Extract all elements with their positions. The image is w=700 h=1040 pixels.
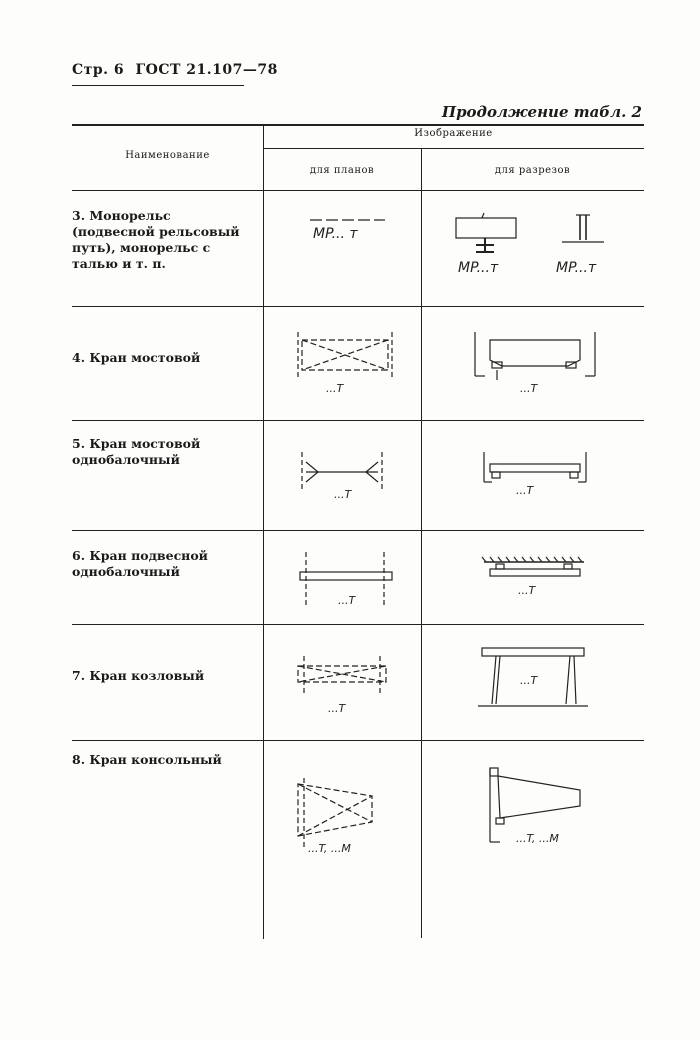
col-header-image: Изображение [414,128,493,139]
cantilever-crane-section-label: ...T, ...M [516,832,559,845]
cantilever-crane-section-symbol [490,768,580,845]
col-header-plans: для планов [309,165,375,176]
row-label-suspended-crane: 6. Кран подвесной однобалочный [72,548,208,579]
row-label-cantilever-crane: 8. Кран консольный [72,752,222,767]
monorail-section-symbol [456,213,604,276]
cantilever-crane-plan-label: ...T, ...M [308,842,351,855]
monorail-plan-symbol [310,220,385,242]
page-number: Стр. 6 [72,62,125,78]
bridge-crane-plan-symbol [298,332,392,395]
suspended-crane-plan-symbol [300,552,392,607]
monorail-section-label-1: MP...т [458,260,499,276]
monorail-section-label-2: MP...т [556,260,597,276]
row-label-monorail: 3. Монорельс (подвесной рельсовый путь), монорельс с талью и т. п. [72,208,240,271]
gantry-crane-plan-symbol [298,656,386,715]
gantry-crane-section-symbol [478,648,588,706]
bridge-crane-section-symbol [475,332,595,395]
single-girder-section-label: ...T [516,484,534,497]
suspended-crane-section-label: ...T [518,584,536,597]
row-label-gantry-crane: 7. Кран козловый [72,668,205,683]
col-header-sections: для разрезов [494,165,571,176]
single-girder-plan-symbol [302,452,382,501]
single-girder-plan-label: ...T [334,488,352,501]
table-continuation: Продолжение табл. 2 [441,103,642,121]
bridge-crane-section-label: ...T [520,382,538,395]
suspended-crane-plan-label: ...T [338,594,356,607]
cantilever-crane-plan-symbol [298,778,372,855]
suspended-crane-section-symbol [482,557,584,597]
standard-code: ГОСТ 21.107—78 [135,62,278,78]
col-header-name: Наименование [125,150,210,161]
row-label-single-girder-crane: 5. Кран мостовой однобалочный [72,436,201,467]
gantry-crane-plan-label: ...T [328,702,346,715]
row-label-bridge-crane: 4. Кран мостовой [72,350,201,365]
monorail-plan-label: MP... т [313,226,358,242]
single-girder-section-symbol [484,452,586,497]
gantry-crane-section-label: ...T [520,674,538,687]
bridge-crane-plan-label: ...T [326,382,344,395]
